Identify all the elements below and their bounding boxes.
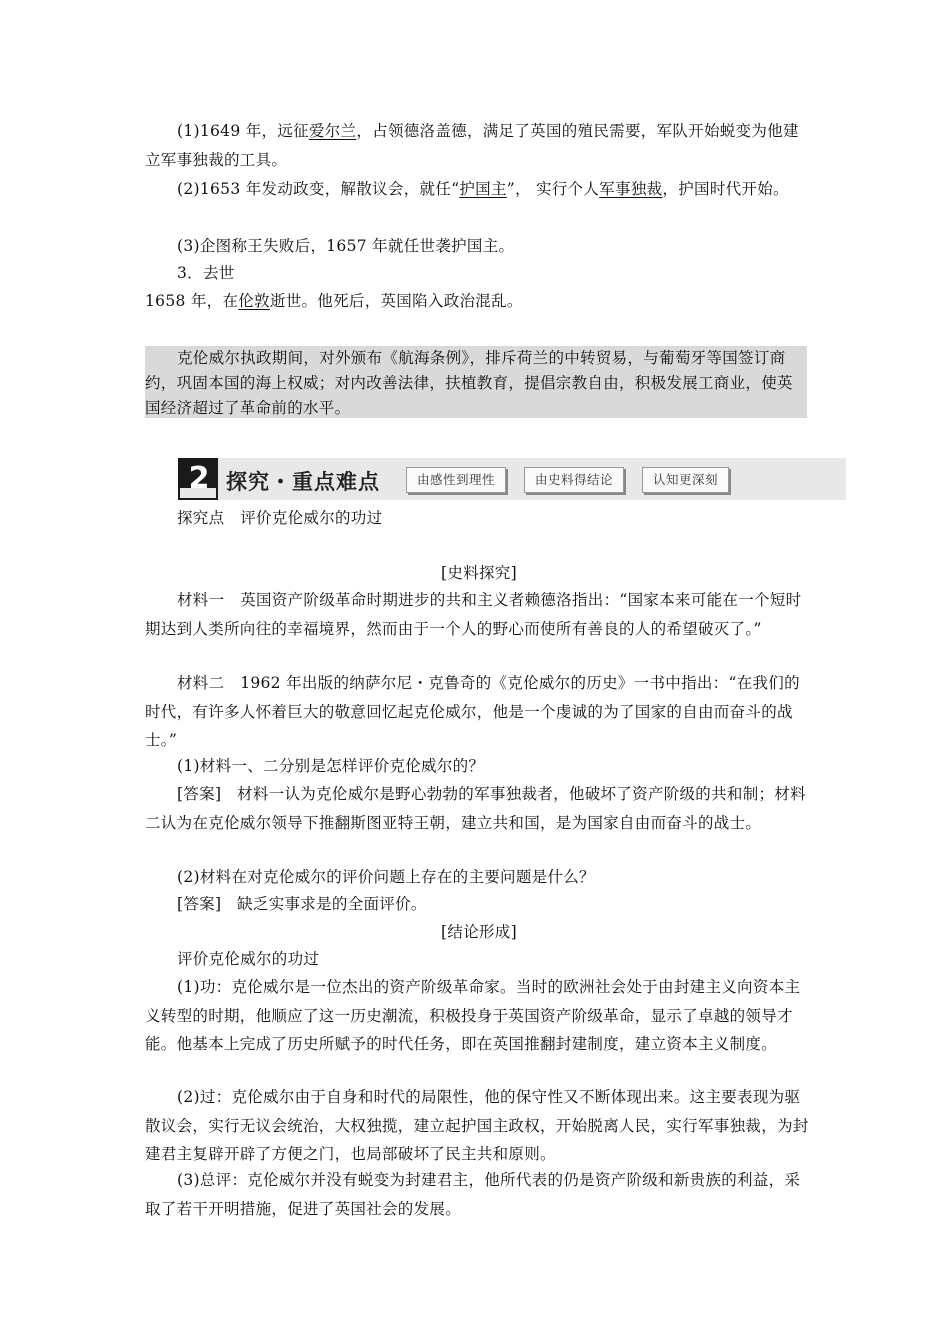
note-text: 克伦威尔执政期间，对外颁布《航海条例》，排斥荷兰的中转贸易，与葡萄牙等国签订商约，巩固本国的海上权威；对内改善法律，扶植教育，提倡宗教自由，积极发展工商业，使英国经济超过了革命前的水平。 xyxy=(145,349,793,417)
conclusion-heading: [结论形成] xyxy=(441,923,517,941)
paragraph-item2: (2)1653 年发动政变，解散议会，就任“护国主”， 实行个人军事独裁，护国时代开始。 xyxy=(177,180,789,198)
material-one: 材料一 英国资产阶级革命时期进步的共和主义者赖德洛指出：“国家本来可能在一个短时期达到人类所向往的幸福境界，然而由于一个人的野心而使所有善良的人的希望破灭了。” xyxy=(145,591,802,638)
topic-heading: 探究点 评价克伦威尔的功过 xyxy=(177,509,383,527)
answer-two: [答案] 缺乏实事求是的全面评价。 xyxy=(177,895,427,913)
paragraph-item1: (1)1649 年，远征爱尔兰，占领德洛盖德，满足了英国的殖民需要，军队开始蜕变为他建立军事独裁的工具。 xyxy=(145,122,799,169)
question-one: (1)材料一、二分别是怎样评价克伦威尔的？ xyxy=(177,757,485,775)
underlined-term: 护国主 xyxy=(459,180,507,198)
underlined-term: 伦敦 xyxy=(238,292,270,310)
banner-title: 探究・重点难点 xyxy=(226,470,380,494)
material-heading: [史料探究] xyxy=(441,564,517,582)
tag-perceptual: 由感性到理性 xyxy=(406,467,506,493)
section-banner xyxy=(178,458,846,500)
paragraph-item3: (3)企图称王失败后，1657 年就任世袭护国主。 xyxy=(177,237,515,255)
section-number-icon xyxy=(178,458,218,500)
underlined-term: 爱尔兰 xyxy=(308,122,357,140)
note-box xyxy=(145,346,807,418)
section-number: 2 xyxy=(188,461,210,496)
conclusion-fault: (2)过：克伦威尔由于自身和时代的局限性，他的保守性又不断体现出来。这主要表现为驱散议会，实行无议会统治，大权独揽，建立起护国主政权，开始脱离人民，实行军事独裁，为封建君主复辟开辟了方便之门，也局部破坏了民主共和原则。 xyxy=(145,1088,809,1163)
heading-death: 3．去世 xyxy=(177,264,235,282)
material-two: 材料二 1962 年出版的纳萨尔尼・克鲁奇的《克伦威尔的历史》一书中指出：“在我们的时代，有许多人怀着巨大的敬意回忆起克伦威尔，他是一个虔诚的为了国家的自由而奋斗的战士。” xyxy=(145,674,800,749)
answer-one: [答案] 材料一认为克伦威尔是野心勃勃的军事独裁者，他破坏了资产阶级的共和制；材料二认为在克伦威尔领导下推翻斯图亚特王朝，建立共和国，是为国家自由而奋斗的战士。 xyxy=(145,785,806,832)
paragraph-death: 1658 年，在伦敦逝世。他死后，英国陷入政治混乱。 xyxy=(145,292,523,310)
tag-cognition: 认知更深刻 xyxy=(642,467,729,493)
question-two: (2)材料在对克伦威尔的评价问题上存在的主要问题是什么？ xyxy=(177,868,595,886)
conclusion-merit: (1)功：克伦威尔是一位杰出的资产阶级革命家。当时的欧洲社会处于由封建主义向资本主义转型的时期，他顺应了这一历史潮流，积极投身于英国资产阶级革命，显示了卓越的领导才能。他基本上完成了历史所赋予的时代任务，即在英国推翻封建制度，建立资本主义制度。 xyxy=(145,978,801,1053)
underlined-term: 军事独裁 xyxy=(599,180,663,198)
conclusion-summary: (3)总评：克伦威尔并没有蜕变为封建君主，他所代表的仍是资产阶级和新贵族的利益，采取了若干开明措施，促进了英国社会的发展。 xyxy=(145,1171,801,1218)
conclusion-title: 评价克伦威尔的功过 xyxy=(177,950,320,968)
tag-historical: 由史料得结论 xyxy=(524,467,624,493)
